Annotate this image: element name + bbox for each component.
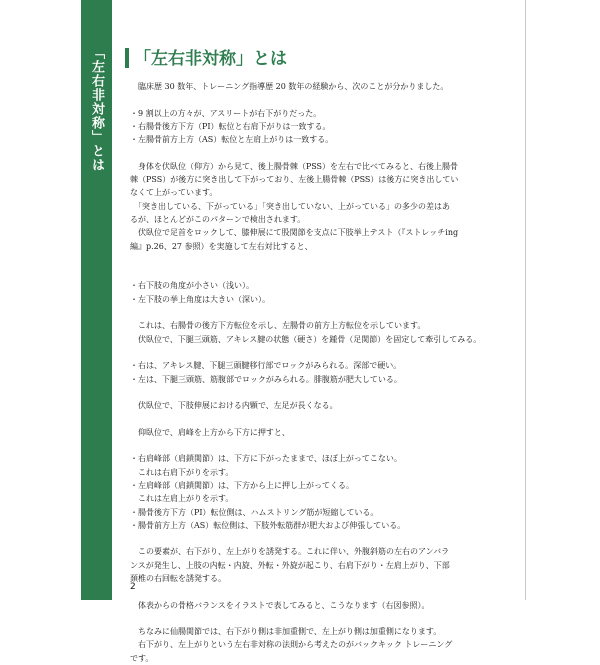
text-line: ・右下肢の角度が小さい（浅い）。 [130, 281, 254, 291]
text-line: 伏臥位で、下肢伸展における内顆で、左足が長くなる。 [130, 401, 338, 411]
text-line: ンスが発生し、上肢の内転・内旋、外転・外旋が起こり、右肩下がり・左肩上がり、下部 [130, 560, 450, 570]
text-line: ・腸骨後方下方（PI）転位側は、ハムストリング筋が短縮している。 [130, 507, 379, 517]
page-number: 2 [130, 582, 136, 592]
text-line: ・左肩峰部（肩鎖関節）は、下方から上に押し上がってくる。 [130, 480, 354, 490]
text-line: 頚椎の右回転を誘発する。 [130, 573, 226, 583]
paragraph-gap [130, 612, 515, 625]
text-line: 編』p.26、27 参照）を実施して左右対比すると、 [130, 241, 313, 251]
text-line: この要素が、右下がり、左上がりを誘発する。これに伴い、外腹斜筋の左右のアンバラ [130, 547, 450, 557]
paragraph-gap [130, 585, 515, 598]
text-line: ・左下肢の挙上角度は大きい（深い）。 [130, 294, 270, 304]
body-text [130, 80, 515, 665]
page-title: 「左右非対称」とは [134, 49, 287, 69]
side-title: 「左右非対称」とは [89, 46, 104, 172]
paragraph-gap [130, 439, 515, 452]
text-line: ちなみに仙腸関節では、右下がり側は非加重側で、左上がり側は加重側になります。 [130, 627, 442, 637]
text-line: 臨床歴 30 数年、トレーニング指導歴 20 数年の経験から、次のことが分かりました。 [130, 82, 449, 91]
text-line: 棘（PSS）が後方に突き出して下がっており、左後上腸骨棘（PSS）は後方に突き出してい [130, 175, 459, 185]
page-edge [525, 0, 526, 600]
text-line: ・9 割以上の方々が、アスリートが右下がりだった。 [130, 108, 322, 118]
text-line: 伏臥位で足首をロックして、膝伸展にて股関節を支点に下肢挙上テスト（『ストレッチing [130, 228, 459, 238]
text-line: 「突き出している、下がっている」「突き出していない、上がっている」の多少の差はあ [130, 201, 450, 211]
paragraph-gap [130, 346, 515, 359]
title-accent-bar [125, 48, 129, 68]
text-line: ・左腸骨前方上方（AS）転位と左肩上がりは一致する。 [130, 135, 334, 145]
text-line: ・右肩峰部（肩鎖関節）は、下方に下がったままで、ほぼ上がってこない。 [130, 454, 402, 464]
text-line: るが、ほとんどがこのパターンで検出されます。 [130, 214, 306, 224]
text-line: なくて上がっています。 [130, 188, 218, 198]
text-line: 右下がり、左上がりという左右非対称の法則から考えたのがバックキック トレーニング [130, 640, 453, 650]
paragraph-gap [130, 266, 515, 279]
text-line: 体表からの骨格バランスをイラストで表してみると、こうなります（右図参照）。 [130, 600, 430, 610]
text-line: これは、右腸骨の後方下方転位を示し、左腸骨の前方上方転位を示しています。 [130, 321, 426, 331]
text-line: です。 [130, 653, 154, 663]
text-line: これは左肩上がりを示す。 [130, 494, 234, 504]
text-line: ・右腸骨後方下方（PI）転位と右肩下がりは一致する。 [130, 121, 331, 131]
text-line: 伏臥位で、下腿三頭筋、アキレス腱の状態（硬さ）を踵骨（足関節）を固定して牽引してみる。 [130, 334, 482, 344]
text-line: ・左は、下腿三頭筋、筋腹部でロックがみられる。腓腹筋が肥大している。 [130, 374, 402, 384]
paragraph-gap [130, 253, 515, 266]
paragraph-gap [130, 412, 515, 425]
text-line: 仰臥位で、肩峰を上方から下方に押すと、 [130, 427, 290, 437]
paragraph-gap [130, 93, 515, 106]
text-line: 身体を伏臥位（仰方）から見て、後上腸骨棘（PSS）を左右で比べてみると、右後上腸骨 [130, 161, 459, 171]
paragraph-gap [130, 532, 515, 545]
text-line: ・腸骨前方上方（AS）転位側は、下肢外転筋群が肥大および伸張している。 [130, 520, 406, 530]
paragraph-gap [130, 386, 515, 399]
text-line: これは右肩下がりを示す。 [130, 467, 234, 477]
paragraph-gap [130, 146, 515, 159]
paragraph-gap [130, 306, 515, 319]
text-line: ・右は、アキレス腱、下腿三頭腱移行部でロックがみられる。深部で硬い。 [130, 361, 402, 371]
